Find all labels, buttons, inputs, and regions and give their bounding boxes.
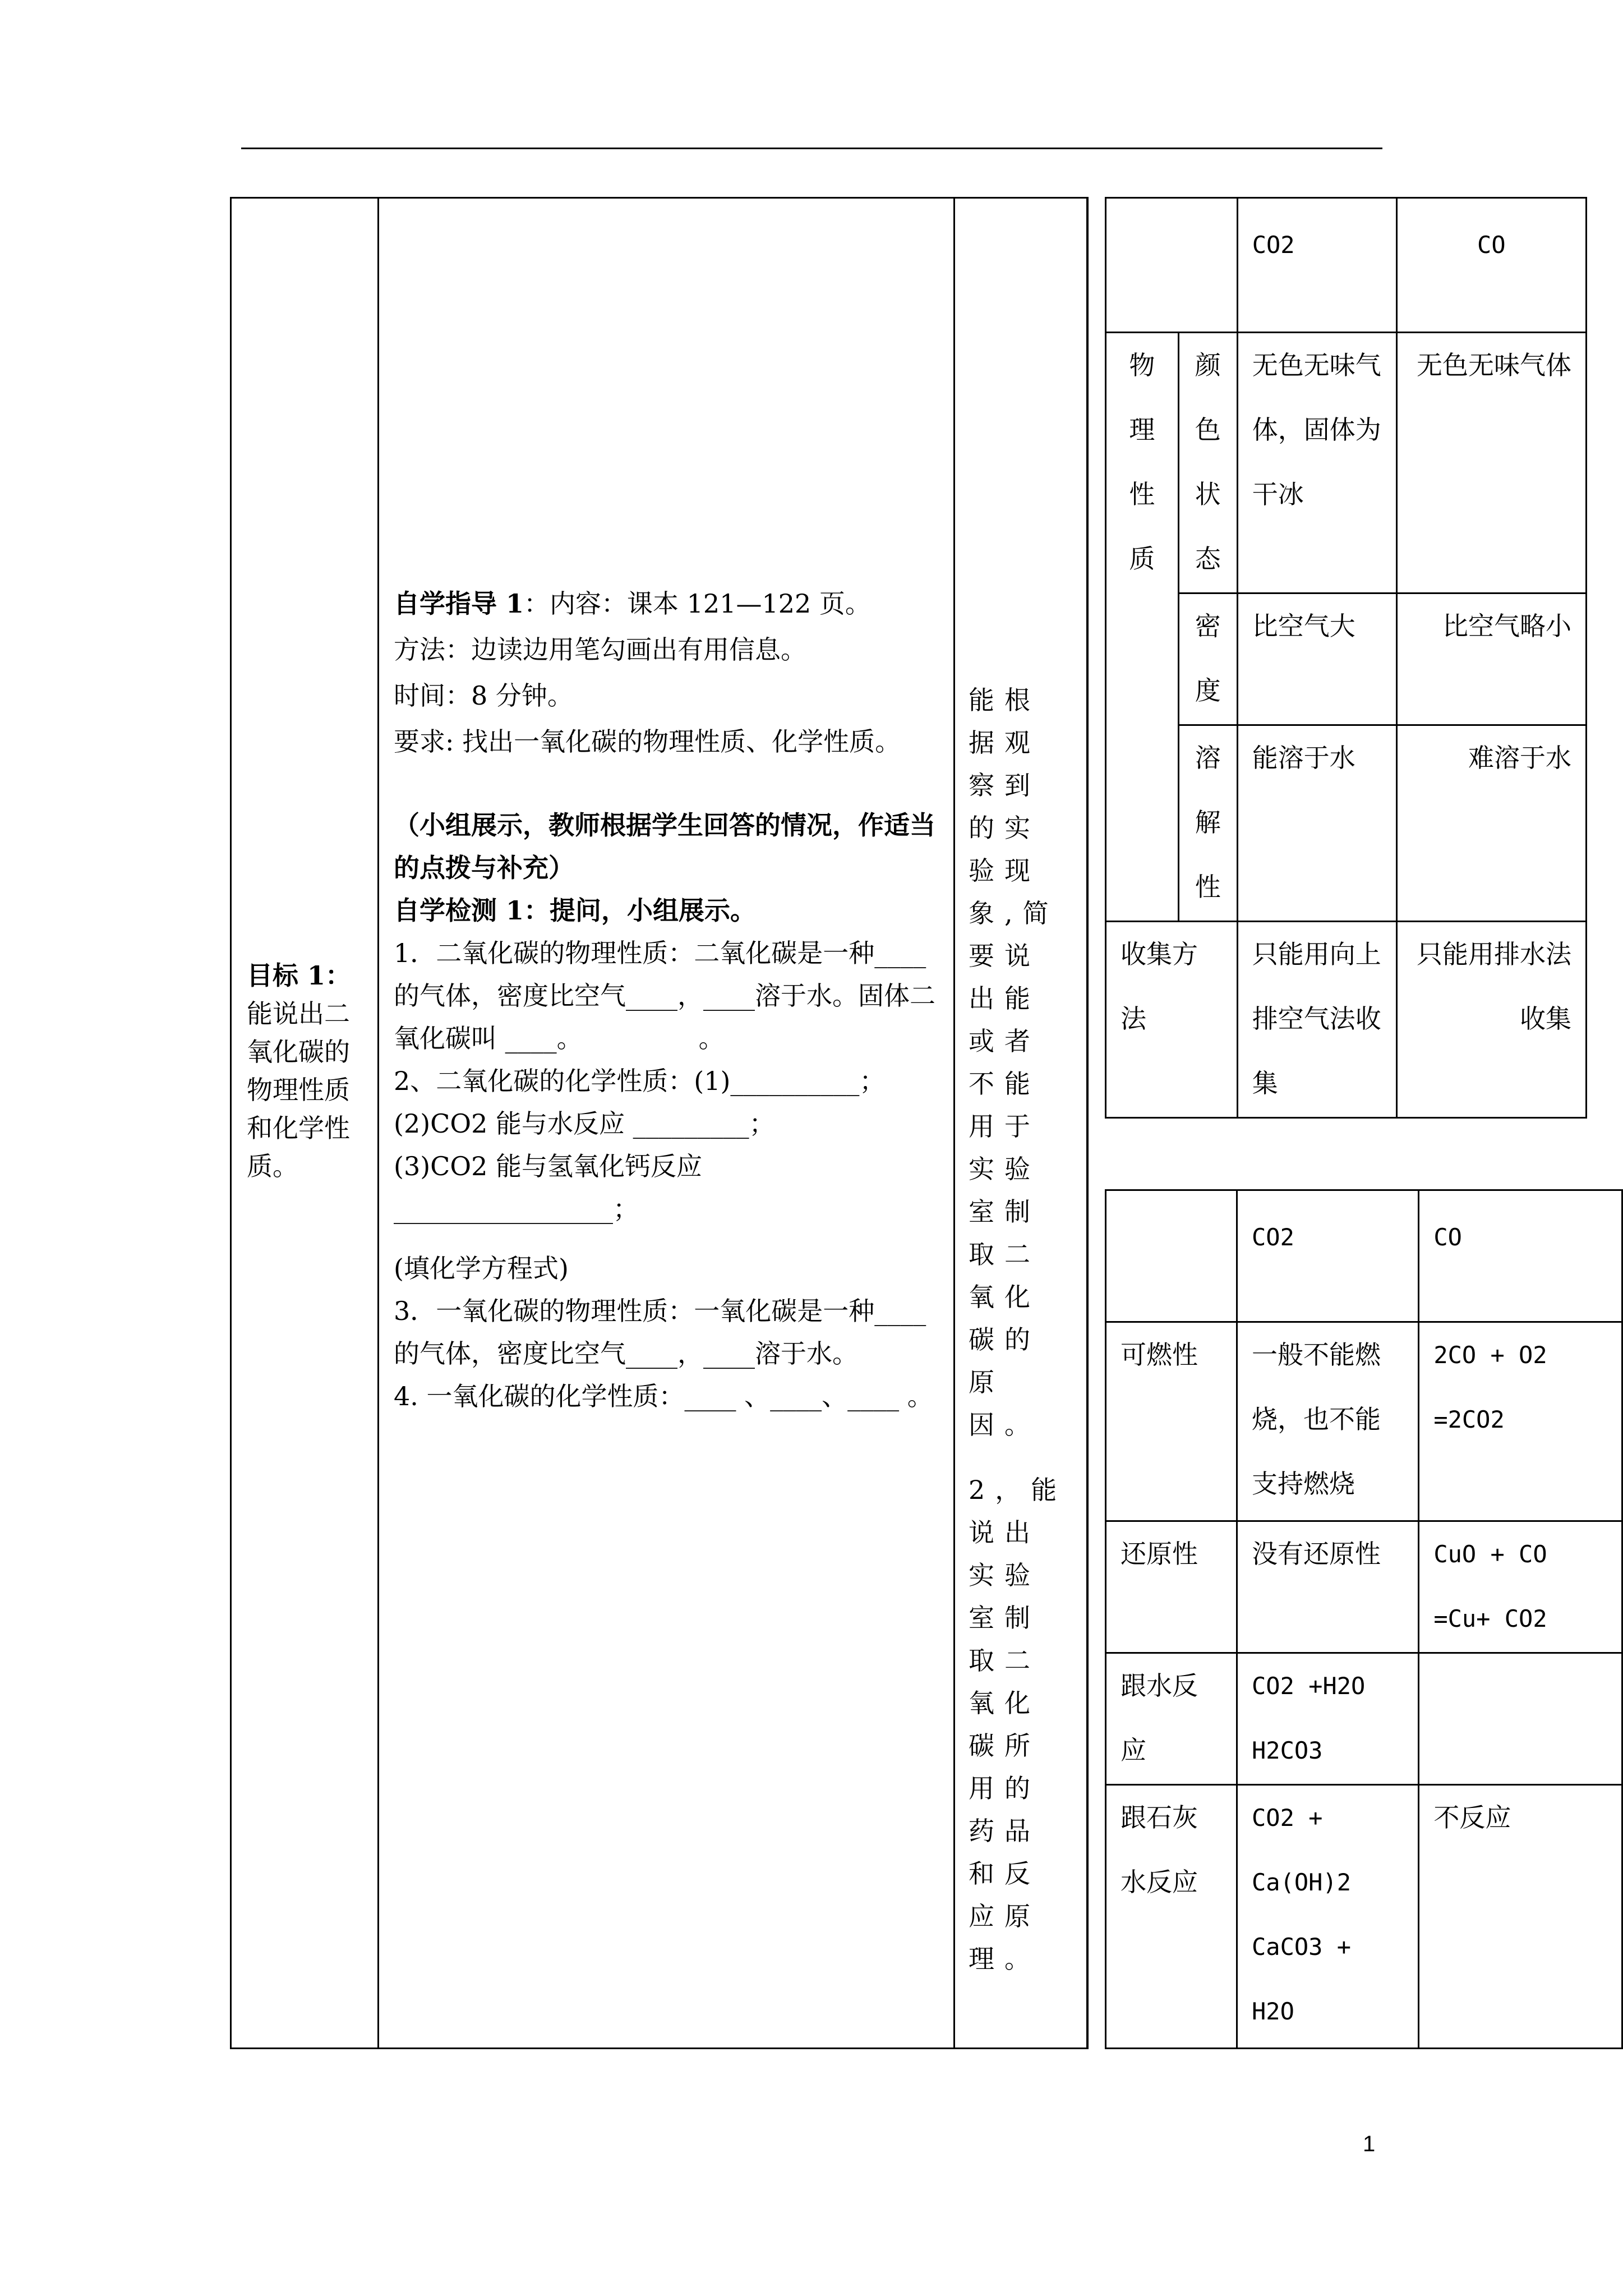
density-co2: 比空气大: [1237, 593, 1396, 725]
goal-title: 目标 1：: [247, 960, 352, 991]
water-reaction-co2: CO2 +H2O H2CO3: [1237, 1653, 1419, 1785]
color-state-label: 颜色状态: [1178, 333, 1237, 593]
combustibility-co: 2CO + O2 =2CO2: [1419, 1322, 1622, 1521]
limewater-reaction-co: 不反应: [1419, 1785, 1622, 2049]
water-reaction-label: 跟水反应: [1106, 1653, 1237, 1785]
reducibility-label: 还原性: [1106, 1521, 1237, 1653]
limewater-reaction-label: 跟石灰水反应: [1106, 1785, 1237, 2049]
question-2c: (3)CO2 能与氢氧化钙反应 _________________；: [394, 1151, 702, 1224]
question-2b: (2)CO2 能与水反应 _________；: [394, 1108, 775, 1139]
header-co: CO: [1419, 1190, 1622, 1322]
question-2-note: (填化学方程式): [394, 1253, 569, 1283]
table-row: [1106, 333, 1587, 593]
guide-cell: [394, 581, 943, 1418]
check-title: 自学检测 1：提问，小组展示。: [394, 895, 757, 926]
header-co: CO: [1396, 198, 1586, 333]
solubility-label: 溶解性: [1178, 725, 1237, 922]
chemical-properties-table: [1105, 1189, 1623, 2049]
objective-2: 2，能说出实验室制取二氧化碳所用的药品和反应原理。: [969, 1475, 1067, 1974]
table-row: [1106, 922, 1587, 1118]
reducibility-co2: 没有还原性: [1237, 1521, 1419, 1653]
column-divider: [1087, 197, 1089, 2049]
density-label: 密度: [1178, 593, 1237, 725]
collect-co: 只能用排水法收集: [1396, 922, 1586, 1118]
header-rule: [241, 148, 1382, 149]
table-row: [1106, 1322, 1622, 1521]
goal-text: 能说出二氧化碳的物理性质和化学性质。: [247, 999, 350, 1181]
question-4: 4. 一氧化碳的化学性质：____ 、____、____ 。: [394, 1381, 933, 1411]
column-divider: [953, 197, 955, 2049]
table-row: [1106, 1521, 1622, 1653]
table-row: [1106, 1190, 1622, 1322]
question-1: 1．二氧化碳的物理性质：二氧化碳是一种____的气体，密度比空气____，____溶于水。固体二氧化碳叫 ____。 。: [394, 938, 935, 1053]
table-row: [1106, 1653, 1622, 1785]
color-co: 无色无味气体: [1396, 333, 1586, 593]
physical-properties-table: [1105, 197, 1587, 1119]
color-co2: 无色无味气体，固体为干冰: [1237, 333, 1396, 593]
solubility-co2: 能溶于水: [1237, 725, 1396, 922]
question-2a: 2、二氧化碳的化学性质：(1)__________；: [394, 1066, 886, 1096]
guide-time: 时间：8 分钟。: [394, 680, 573, 711]
objective-1: 能根据观察到的实验现象,简要说出能或者不能用于实验室制取二氧化碳的原因。: [969, 685, 1059, 1440]
column-divider: [377, 197, 379, 2049]
header-co2: CO2: [1237, 198, 1396, 333]
guide-content: ：内容：课本 121—122 页。: [524, 588, 871, 619]
header-co2: CO2: [1237, 1190, 1419, 1322]
collect-co2: 只能用向上排空气法收集: [1237, 922, 1396, 1118]
reducibility-co: CuO + CO =Cu+ CO2: [1419, 1521, 1622, 1653]
combustibility-label: 可燃性: [1106, 1322, 1237, 1521]
objectives-cell: [969, 679, 1075, 1980]
guide-requirement: 要求: 找出一氧化碳的物理性质、化学性质。: [394, 726, 901, 757]
collect-label: 收集方法: [1106, 922, 1238, 1118]
water-reaction-co: [1419, 1653, 1622, 1785]
physical-group-label: 物理性质: [1106, 333, 1179, 922]
guide-title: 自学指导 1: [394, 588, 524, 619]
display-note: （小组展示，教师根据学生回答的情况，作适当的点拨与补充）: [394, 810, 935, 883]
combustibility-co2: 一般不能燃烧，也不能支持燃烧: [1237, 1322, 1419, 1521]
page-number: 1: [1363, 2132, 1376, 2156]
guide-method: 方法：边读边用笔勾画出有用信息。: [394, 634, 806, 665]
solubility-co: 难溶于水: [1396, 725, 1586, 922]
goal-cell: [247, 956, 373, 1185]
density-co: 比空气略小: [1396, 593, 1586, 725]
table-row: [1106, 1785, 1622, 2049]
limewater-reaction-co2: CO2 + Ca(OH)2 CaCO3 + H2O: [1237, 1785, 1419, 2049]
table-row: [1106, 198, 1587, 333]
question-3: 3．一氧化碳的物理性质：一氧化碳是一种____的气体，密度比空气____，____溶于水。: [394, 1296, 926, 1369]
